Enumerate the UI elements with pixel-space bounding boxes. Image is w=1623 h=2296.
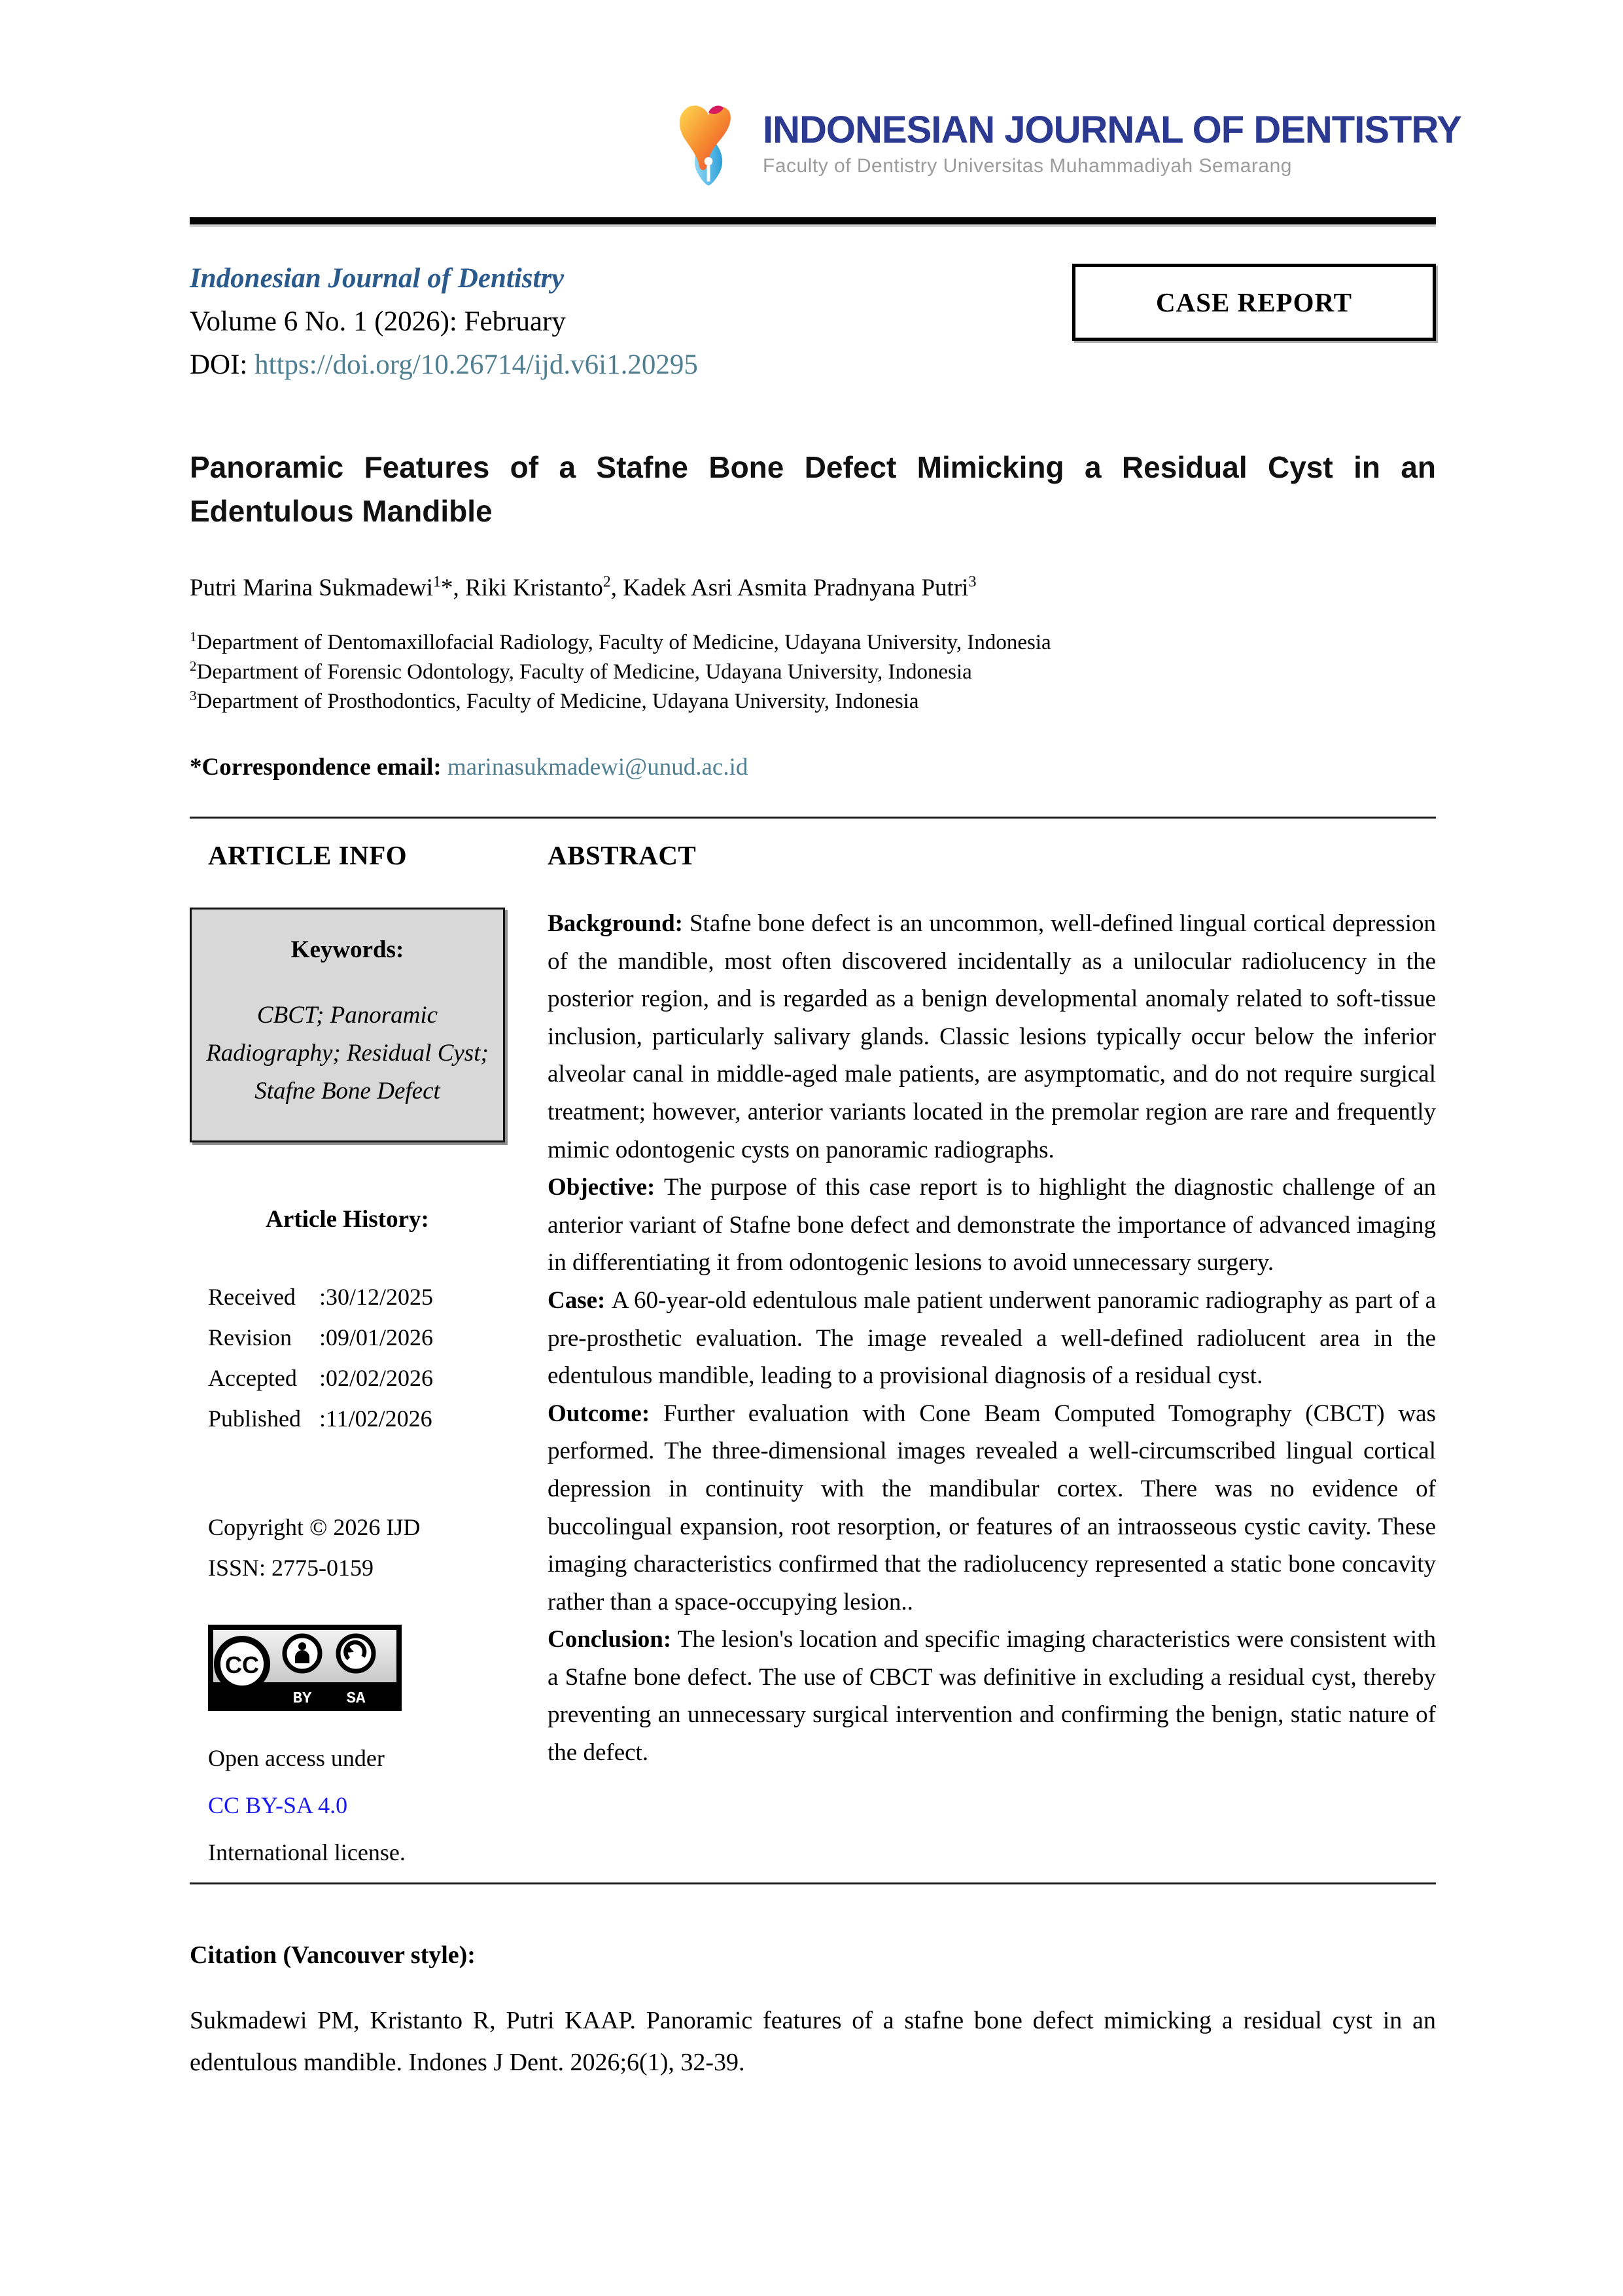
journal-logo-title: INDONESIAN JOURNAL OF DENTISTRY <box>763 108 1461 151</box>
article-history <box>190 1277 505 1439</box>
section-divider-bottom <box>190 1882 1436 1884</box>
citation-text: Sukmadewi PM, Kristanto R, Putri KAAP. Panoramic features of a stafne bone defect mimicking a residual cyst in an edentulous mandible. Indones J Dent. 2026;6(1), 32-39. <box>190 2007 1436 2076</box>
keywords-box <box>190 908 505 1142</box>
correspondence-line <box>190 753 1436 781</box>
svg-text:SA: SA <box>346 1690 366 1708</box>
journal-issue-info <box>190 257 698 387</box>
cc-by-sa-license-badge-icon <box>208 1625 402 1711</box>
tooth-pen-logo-icon <box>674 101 743 187</box>
citation-heading: Citation (Vancouver style): <box>190 1941 476 1969</box>
abstract-conclusion: Conclusion: The lesion's location and specific imaging characteristics were consistent with a Stafne bone defect. The use of CBCT was definitive in excluding a residual cyst, thereby preventing an unnecessary surgical intervention and confirming the benign, static nature of the defect. <box>548 1626 1436 1767</box>
affiliation: $^2$Department of Forensic Odontology, Faculty of Medicine, Udayana University, Indonesia <box>190 658 972 684</box>
section-divider-top <box>190 817 1436 819</box>
author: , Kadek Asri Asmita Pradnyana Putri$^3$ <box>610 573 977 601</box>
volume-line: Volume 6 No. 1 (2026): February <box>190 306 566 337</box>
doi-line <box>190 344 698 387</box>
history-row: Revision : 09/01/2026 <box>208 1324 434 1351</box>
cc-by-sa-link[interactable]: CC BY-SA 4.0 <box>208 1792 348 1818</box>
abstract-background: Background: Stafne bone defect is an uncommon, well-defined lingual cortical depression of the mandible, most often discovered incidentally as a unilocular radiolucency in the posterior region, and is regarded as a benign developmental anomaly related to soft-tissue inclusion, particularly salivary glands. Classic lesions typically occur below the inferior alveolar canal in middle-aged male patients, are asymptomatic, and do not require surgical treatment; however, anterior variants located in the premolar region are rare and frequently mimic odontogenic cysts on panoramic radiographs. <box>548 910 1436 1163</box>
article-info-column <box>190 839 505 1876</box>
keywords-text: CBCT; Panoramic Radiography; Residual Cyst; Stafne Bone Defect <box>206 1002 489 1104</box>
license-tail-line: International license. <box>208 1839 406 1865</box>
header-rule <box>190 217 1436 224</box>
abstract-outcome: Outcome: Further evaluation with Cone Beam Computed Tomography (CBCT) was performed. The three-dimensional images revealed a well-circumscribed lingual cortical depression in continuity with the mandibular cortex. There was no evidence of buccolingual expansion, root resorption, or features of an intraosseous cystic cavity. These imaging characteristics confirmed that the radiolucency represented a static bone concavity rather than a space-occupying lesion.. <box>548 1400 1436 1616</box>
keywords-label: Keywords: <box>290 936 404 963</box>
abstract-body <box>548 905 1436 1772</box>
journal-logo-subtitle: Faculty of Dentistry Universitas Muhammadiyah Semarang <box>763 155 1292 177</box>
article-title: Panoramic Features of a Stafne Bone Defect Mimicking a Residual Cyst in an Edentulous Mandible <box>190 450 1436 528</box>
journal-name: Indonesian Journal of Dentistry <box>190 263 565 294</box>
affiliations <box>190 628 1436 716</box>
doi-label: DOI: <box>190 349 255 380</box>
logo-text-block <box>763 108 1461 178</box>
copyright-line: Copyright © 2026 IJD <box>208 1514 421 1540</box>
abstract-objective: Objective: The purpose of this case report is to highlight the diagnostic challenge of an anterior variant of Stafne bone defect and demonstrate the importance of advanced imaging in differentiating it from odontogenic lesions to avoid unnecessary surgery. <box>548 1174 1436 1277</box>
article-history-heading: Article History: <box>266 1206 429 1233</box>
authors-line <box>190 574 1436 602</box>
history-row: Accepted : 02/02/2026 <box>208 1365 434 1391</box>
svg-text:BY: BY <box>292 1690 312 1708</box>
journal-header <box>674 98 1461 190</box>
author: Putri Marina Sukmadewi$^1$* <box>190 573 453 601</box>
history-row: Published : 11/02/2026 <box>208 1405 432 1432</box>
masthead <box>190 257 1436 387</box>
article-type-badge <box>1072 264 1436 341</box>
correspondence-email-link[interactable]: marinasukmadewi@unud.ac.id <box>447 754 748 781</box>
open-access-line: Open access under <box>208 1745 385 1771</box>
abstract-heading: ABSTRACT <box>548 840 697 870</box>
license-link-line <box>208 1782 505 1829</box>
article-type-label: CASE REPORT <box>1155 287 1353 317</box>
article-info-heading: ARTICLE INFO <box>208 840 408 870</box>
svg-text:CC: CC <box>225 1651 259 1678</box>
history-row: Received : 30/12/2025 <box>208 1284 434 1310</box>
abstract-column <box>548 839 1436 1876</box>
affiliation: $^1$Department of Dentomaxillofacial Radiology, Faculty of Medicine, Udayana University, Indonesia <box>190 629 1051 654</box>
correspondence-label: *Correspondence email: <box>190 754 447 781</box>
info-abstract-section <box>190 839 1436 1876</box>
doi-link[interactable]: https://doi.org/10.26714/ijd.v6i1.20295 <box>254 349 698 380</box>
abstract-case: Case: A 60-year-old edentulous male patient underwent panoramic radiography as part of a pre-prosthetic evaluation. The image revealed a well-defined radiolucent area in the edentulous mandible, leading to a provisional diagnosis of a residual cyst. <box>548 1286 1436 1390</box>
affiliation: $^3$Department of Prosthodontics, Faculty of Medicine, Udayana University, Indonesia <box>190 688 919 713</box>
issn-line: ISSN: 2775-0159 <box>208 1555 374 1581</box>
author: , Riki Kristanto$^2$ <box>453 573 611 601</box>
